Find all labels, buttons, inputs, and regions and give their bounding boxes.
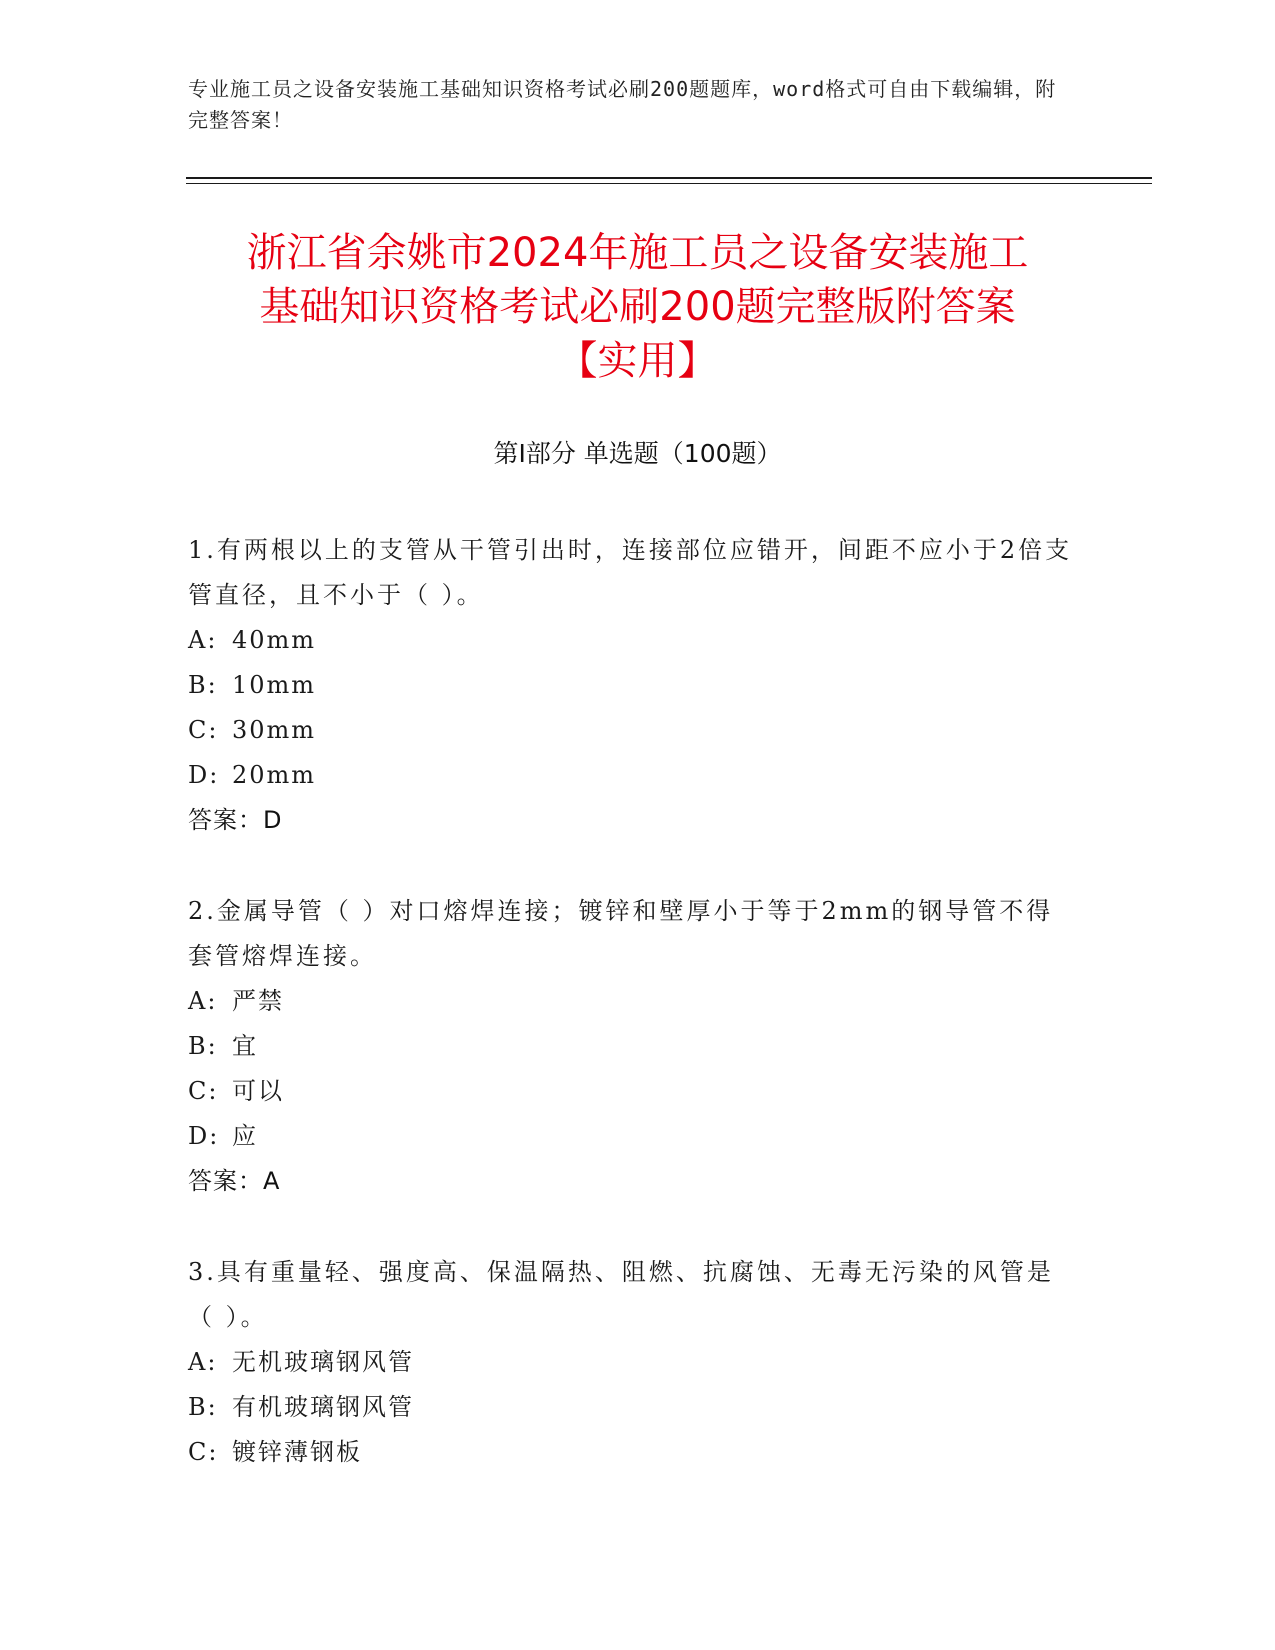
option-b	[188, 1024, 1078, 1069]
option-letter: A:	[188, 1348, 218, 1376]
option-c	[188, 1430, 1078, 1475]
option-c	[188, 1069, 1078, 1114]
option-text: 20mm	[232, 761, 317, 789]
option-c	[188, 708, 1078, 753]
title-line-1: 浙江省余姚市2024年施工员之设备安装施工	[246, 230, 1029, 276]
option-text: 有机玻璃钢风管	[232, 1393, 414, 1421]
option-text: 10mm	[232, 671, 317, 699]
option-letter: B:	[188, 671, 218, 699]
option-letter: D:	[188, 1122, 220, 1150]
option-a	[188, 1340, 1078, 1385]
option-a	[188, 979, 1078, 1024]
option-letter: B:	[188, 1393, 218, 1421]
option-text: 40mm	[232, 626, 317, 654]
question-1	[188, 528, 1078, 843]
question-stem: 2.金属导管（ ）对口熔焊连接；镀锌和壁厚小于等于2mm的钢导管不得套管熔焊连接。	[188, 897, 1054, 970]
answer-label: 答案：A	[188, 1167, 281, 1195]
option-letter: A:	[188, 626, 218, 654]
option-a	[188, 618, 1078, 663]
option-letter: C:	[188, 716, 219, 744]
option-text: 宜	[232, 1032, 258, 1060]
section-heading: 第I部分 单选题（100题）	[493, 439, 782, 468]
option-text: 严禁	[232, 987, 284, 1015]
option-text: 应	[232, 1122, 258, 1150]
document-title	[150, 226, 1125, 388]
option-d	[188, 1114, 1078, 1159]
option-letter: D:	[188, 761, 220, 789]
option-b	[188, 1385, 1078, 1430]
question-2	[188, 889, 1078, 1204]
option-text: 可以	[232, 1077, 284, 1105]
question-stem: 1.有两根以上的支管从干管引出时，连接部位应错开，间距不应小于2倍支管直径，且不小于（ ）。	[188, 536, 1073, 609]
question-3	[188, 1250, 1078, 1475]
option-letter: C:	[188, 1438, 219, 1466]
option-text: 30mm	[232, 716, 317, 744]
option-letter: B:	[188, 1032, 218, 1060]
option-letter: C:	[188, 1077, 219, 1105]
option-text: 无机玻璃钢风管	[232, 1348, 414, 1376]
option-letter: A:	[188, 987, 218, 1015]
option-text: 镀锌薄钢板	[232, 1438, 362, 1466]
option-b	[188, 663, 1078, 708]
header-rule-thin	[186, 183, 1152, 184]
question-stem: 3.具有重量轻、强度高、保温隔热、阻燃、抗腐蚀、无毒无污染的风管是（ ）。	[188, 1258, 1054, 1331]
title-line-2: 基础知识资格考试必刷200题完整版附答案	[259, 284, 1016, 330]
title-line-3: 【实用】	[557, 338, 718, 384]
question-list	[188, 528, 1078, 1521]
option-d	[188, 753, 1078, 798]
header-rule-thick	[186, 177, 1152, 179]
header-note: 专业施工员之设备安装施工基础知识资格考试必刷200题题库，word格式可自由下载编辑，附完整答案！	[188, 77, 1057, 132]
answer-label: 答案：D	[188, 806, 283, 834]
